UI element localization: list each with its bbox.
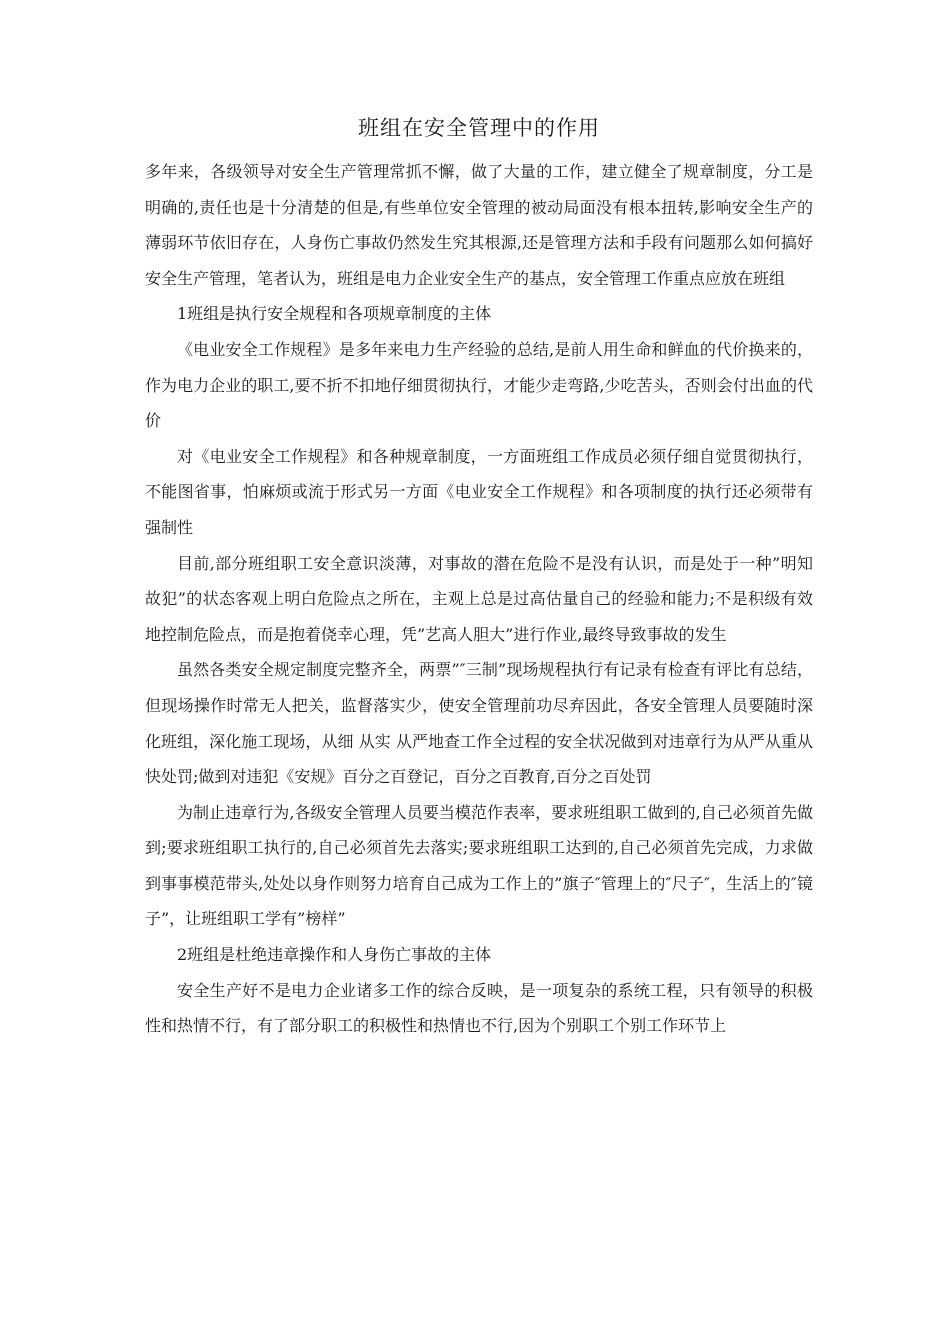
document-title: 班组在安全管理中的作用 <box>358 116 600 140</box>
document-page <box>145 112 813 1044</box>
body-paragraph: 对《电业安全工作规程》和各种规章制度，一方面班组工作成员必须仔细自觉贯彻执行，不能图省事，怕麻烦或流于形式另一方面《电业安全工作规程》和各项制度的执行还必须带有强制性 <box>145 446 813 537</box>
body-paragraph: 虽然各类安全规定制度完整齐全，两票”″三制”现场规程执行有记录有检查有评比有总结，但现场操作时常无人把关，监督落实少，使安全管理前功尽弃因此，各安全管理人员要随时深化班组，深化施工现场，从细 从实 从严地查工作全过程的安全状况做到对违章行为从严从重从快处罚;做到对违犯《安规》百分之百登记，百分之百教育,百分之百处罚 <box>145 660 813 787</box>
body-paragraph: 《电业安全工作规程》是多年来电力生产经验的总结,是前人用生命和鲜血的代价换来的，作为电力企业的职工,要不折不扣地仔细贯彻执行，才能少走弯路,少吃苦头，否则会付出血的代价 <box>145 339 813 431</box>
section-heading-2: 2班组是杜绝违章操作和人身伤亡事故的主体 <box>177 945 492 965</box>
body-paragraph: 安全生产好不是电力企业诸多工作的综合反映，是一项复杂的系统工程，只有领导的积极性和热情不行，有了部分职工的积极性和热情也不行,因为个别职工个别工作环节上 <box>145 980 813 1036</box>
section-heading-1: 1班组是执行安全规程和各项规章制度的主体 <box>177 304 492 324</box>
body-paragraph: 为制止违章行为,各级安全管理人员要当模范作表率，要求班组职工做到的,自己必须首先做到;要求班组职工执行的,自己必须首先去落实;要求班组职工达到的,自己必须首先完成，力求做到事事模范带头,处处以身作则努力培育自己成为工作上的”旗子″管理上的″尺子″，生活上的″镜子”，让班组职工学有”榜样” <box>145 802 813 929</box>
intro-paragraph: 多年来，各级领导对安全生产管理常抓不懈，做了大量的工作，建立健全了规章制度，分工是明确的,责任也是十分清楚的但是,有些单位安全管理的被动局面没有根本扭转,影响安全生产的薄弱环节依旧存在，人身伤亡事故仍然发生究其根源,还是管理方法和手段有问题那么如何搞好安全生产管理，笔者认为，班组是电力企业安全生产的基点，安全管理工作重点应放在班组 <box>145 162 813 288</box>
body-paragraph: 目前,部分班组职工安全意识淡薄，对事故的潜在危险不是没有认识，而是处于一种”明知故犯”的状态客观上明白危险点之所在，主观上总是过高估量自己的经验和能力;不是积级有效地控制危险点，而是抱着侥幸心理，凭”艺高人胆大”进行作业,最终导致事故的发生 <box>145 553 813 644</box>
